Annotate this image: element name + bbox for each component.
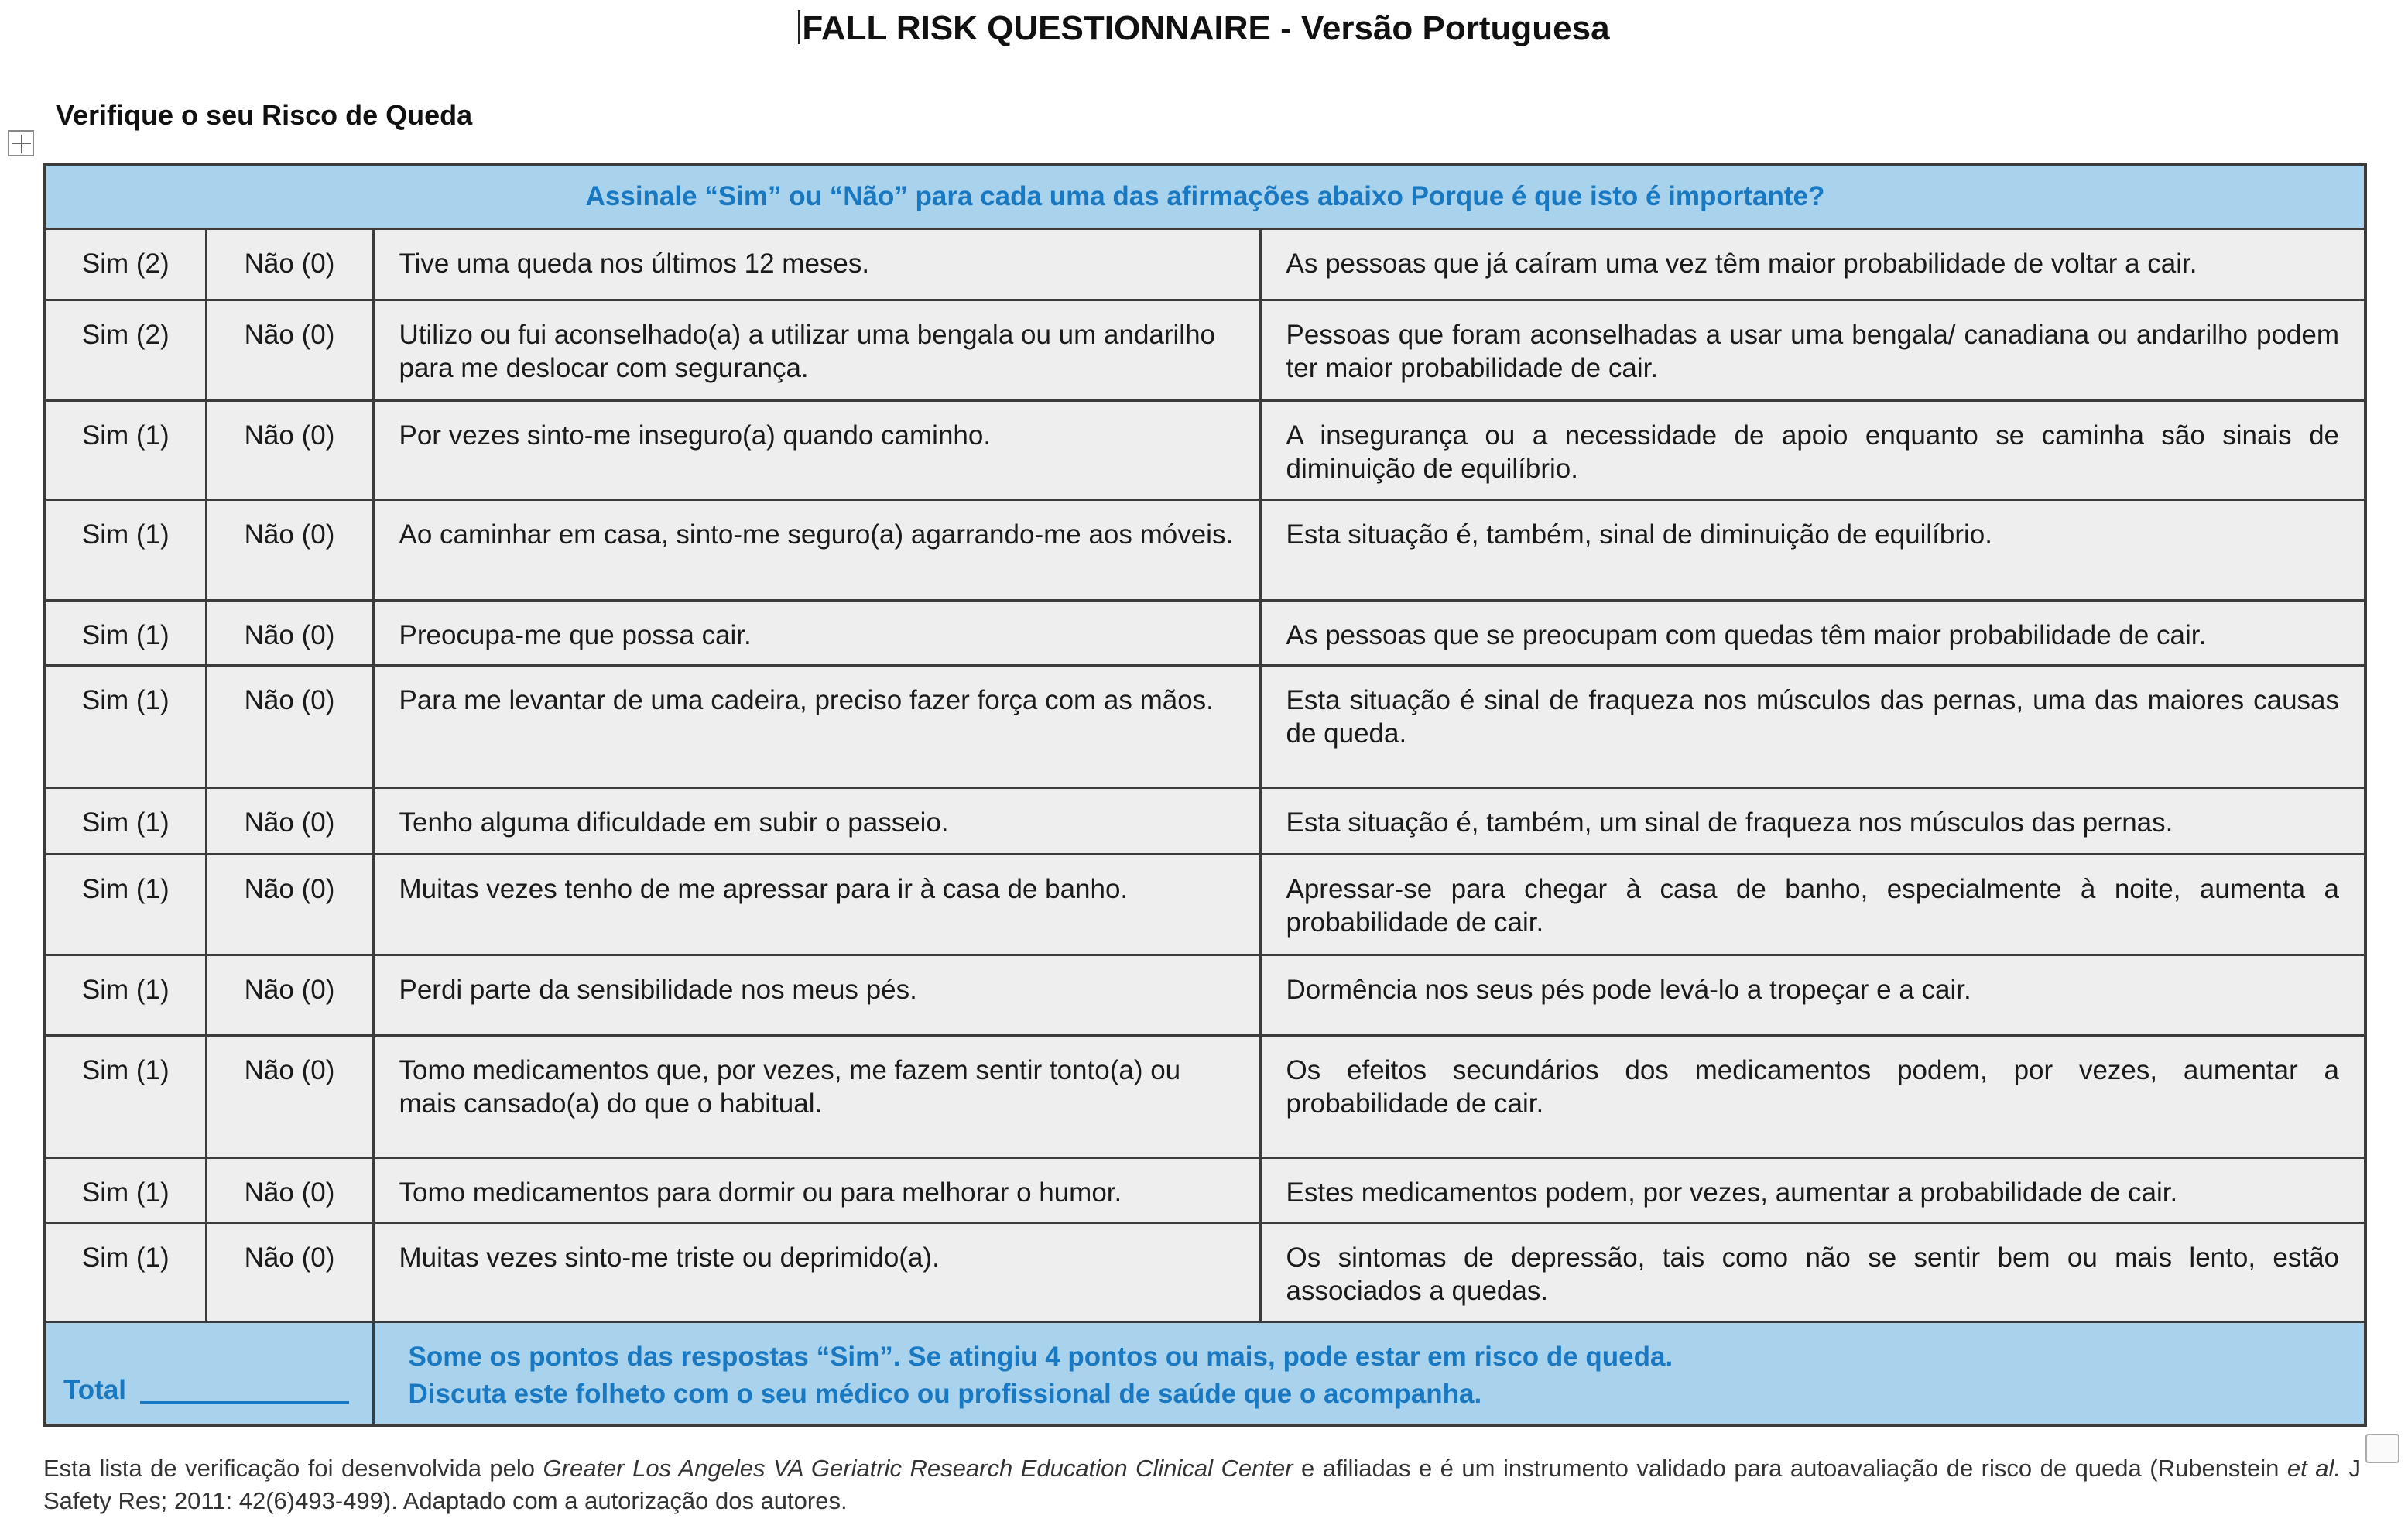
total-label: Total	[63, 1375, 127, 1405]
total-blank-line[interactable]	[140, 1401, 349, 1404]
footnote-part-2: e afiliadas e é um instrumento validado para autoavaliação de risco de queda (Rubenstein	[1293, 1455, 2287, 1482]
question-statement: Tive uma queda nos últimos 12 meses.	[373, 229, 1260, 300]
question-statement: Por vezes sinto-me inseguro(a) quando caminho.	[373, 401, 1260, 500]
text-cursor	[798, 10, 800, 44]
question-reason: Os efeitos secundários dos medicamentos podem, por vezes, aumentar a probabilidade de cair.	[1260, 1036, 2365, 1158]
answer-nao[interactable]: Não (0)	[206, 1036, 373, 1158]
question-reason: Os sintomas de depressão, tais como não se sentir bem ou mais lento, estão associados a quedas.	[1260, 1223, 2365, 1322]
question-reason: Dormência nos seus pés pode levá-lo a tropeçar e a cair.	[1260, 955, 2365, 1036]
footnote-institution: Greater Los Angeles VA Geriatric Research Education Clinical Center	[543, 1455, 1293, 1482]
answer-sim[interactable]: Sim (1)	[45, 855, 206, 955]
question-reason: Esta situação é, também, um sinal de fraqueza nos músculos das pernas.	[1260, 788, 2365, 855]
question-row	[45, 229, 2365, 300]
total-instructions-cell	[373, 1322, 2365, 1426]
table-resize-handle-icon[interactable]	[2365, 1434, 2399, 1463]
answer-sim[interactable]: Sim (1)	[45, 601, 206, 666]
question-statement: Para me levantar de uma cadeira, preciso fazer força com as mãos.	[373, 666, 1260, 788]
questionnaire-table	[43, 163, 2367, 1427]
question-row	[45, 955, 2365, 1036]
question-reason: Esta situação é sinal de fraqueza nos músculos das pernas, uma das maiores causas de queda.	[1260, 666, 2365, 788]
question-row	[45, 1036, 2365, 1158]
question-row	[45, 601, 2365, 666]
question-row	[45, 300, 2365, 401]
answer-nao[interactable]: Não (0)	[206, 788, 373, 855]
answer-sim[interactable]: Sim (1)	[45, 401, 206, 500]
footnote-part-3: J Safety Res; 2011: 42(6)493-499). Adaptado com a autorização dos autores.	[43, 1455, 2361, 1514]
question-reason: Esta situação é, também, sinal de diminuição de equilíbrio.	[1260, 500, 2365, 601]
question-statement: Perdi parte da sensibilidade nos meus pés.	[373, 955, 1260, 1036]
questionnaire-footer	[45, 1322, 2365, 1426]
answer-nao[interactable]: Não (0)	[206, 500, 373, 601]
answer-nao[interactable]: Não (0)	[206, 1158, 373, 1223]
answer-nao[interactable]: Não (0)	[206, 666, 373, 788]
question-reason: Estes medicamentos podem, por vezes, aumentar a probabilidade de cair.	[1260, 1158, 2365, 1223]
page-subtitle: Verifique o seu Risco de Queda	[56, 99, 473, 131]
answer-nao[interactable]: Não (0)	[206, 601, 373, 666]
footnote-part-1: Esta lista de verificação foi desenvolvida pelo	[43, 1455, 543, 1482]
answer-sim[interactable]: Sim (1)	[45, 500, 206, 601]
answer-sim[interactable]: Sim (1)	[45, 955, 206, 1036]
answer-sim[interactable]: Sim (1)	[45, 1036, 206, 1158]
answer-sim[interactable]: Sim (1)	[45, 788, 206, 855]
answer-nao[interactable]: Não (0)	[206, 1223, 373, 1322]
question-reason: Pessoas que foram aconselhadas a usar uma bengala/ canadiana ou andarilho podem ter maior probabilidade de cair.	[1260, 300, 2365, 401]
answer-sim[interactable]: Sim (1)	[45, 1158, 206, 1223]
question-reason: Apressar-se para chegar à casa de banho, especialmente à noite, aumenta a probabilidade de cair.	[1260, 855, 2365, 955]
answer-nao[interactable]: Não (0)	[206, 300, 373, 401]
page-title-text: FALL RISK QUESTIONNAIRE - Versão Portuguesa	[802, 9, 1610, 47]
answer-nao[interactable]: Não (0)	[206, 229, 373, 300]
question-statement: Muitas vezes sinto-me triste ou deprimido(a).	[373, 1223, 1260, 1322]
question-reason: A insegurança ou a necessidade de apoio enquanto se caminha são sinais de diminuição de equilíbrio.	[1260, 401, 2365, 500]
question-row	[45, 1223, 2365, 1322]
total-cell	[45, 1322, 373, 1426]
question-statement: Tenho alguma dificuldade em subir o passeio.	[373, 788, 1260, 855]
page-title	[0, 9, 2408, 48]
table-header-cell: Assinale “Sim” ou “Não” para cada uma das afirmações abaixo Porque é que isto é importante?	[45, 164, 2365, 229]
total-row	[45, 1322, 2365, 1426]
answer-sim[interactable]: Sim (2)	[45, 300, 206, 401]
answer-nao[interactable]: Não (0)	[206, 855, 373, 955]
question-statement: Muitas vezes tenho de me apressar para ir à casa de banho.	[373, 855, 1260, 955]
answer-sim[interactable]: Sim (1)	[45, 1223, 206, 1322]
question-statement: Preocupa-me que possa cair.	[373, 601, 1260, 666]
question-statement: Tomo medicamentos que, por vezes, me fazem sentir tonto(a) ou mais cansado(a) do que o habitual.	[373, 1036, 1260, 1158]
question-row	[45, 500, 2365, 601]
question-row	[45, 1158, 2365, 1223]
question-reason: As pessoas que se preocupam com quedas têm maior probabilidade de cair.	[1260, 601, 2365, 666]
table-header-row	[45, 164, 2365, 229]
question-statement: Tomo medicamentos para dormir ou para melhorar o humor.	[373, 1158, 1260, 1223]
total-instruction-line-1: Some os pontos das respostas “Sim”. Se atingiu 4 pontos ou mais, pode estar em risco de queda.	[408, 1342, 1673, 1372]
total-instruction-line-2: Discuta este folheto com o seu médico ou profissional de saúde que o acompanha.	[408, 1379, 1482, 1409]
answer-nao[interactable]: Não (0)	[206, 955, 373, 1036]
question-statement: Ao caminhar em casa, sinto-me seguro(a) agarrando-me aos móveis.	[373, 500, 1260, 601]
question-row	[45, 788, 2365, 855]
question-row	[45, 855, 2365, 955]
question-row	[45, 666, 2365, 788]
question-row	[45, 401, 2365, 500]
table-move-handle-icon[interactable]	[8, 130, 34, 156]
question-statement: Utilizo ou fui aconselhado(a) a utilizar uma bengala ou um andarilho para me deslocar com segurança.	[373, 300, 1260, 401]
footnote-et-al: et al.	[2286, 1455, 2341, 1482]
answer-nao[interactable]: Não (0)	[206, 401, 373, 500]
questionnaire-body	[45, 164, 2365, 1322]
footnote	[43, 1452, 2361, 1517]
question-reason: As pessoas que já caíram uma vez têm maior probabilidade de voltar a cair.	[1260, 229, 2365, 300]
answer-sim[interactable]: Sim (2)	[45, 229, 206, 300]
answer-sim[interactable]: Sim (1)	[45, 666, 206, 788]
